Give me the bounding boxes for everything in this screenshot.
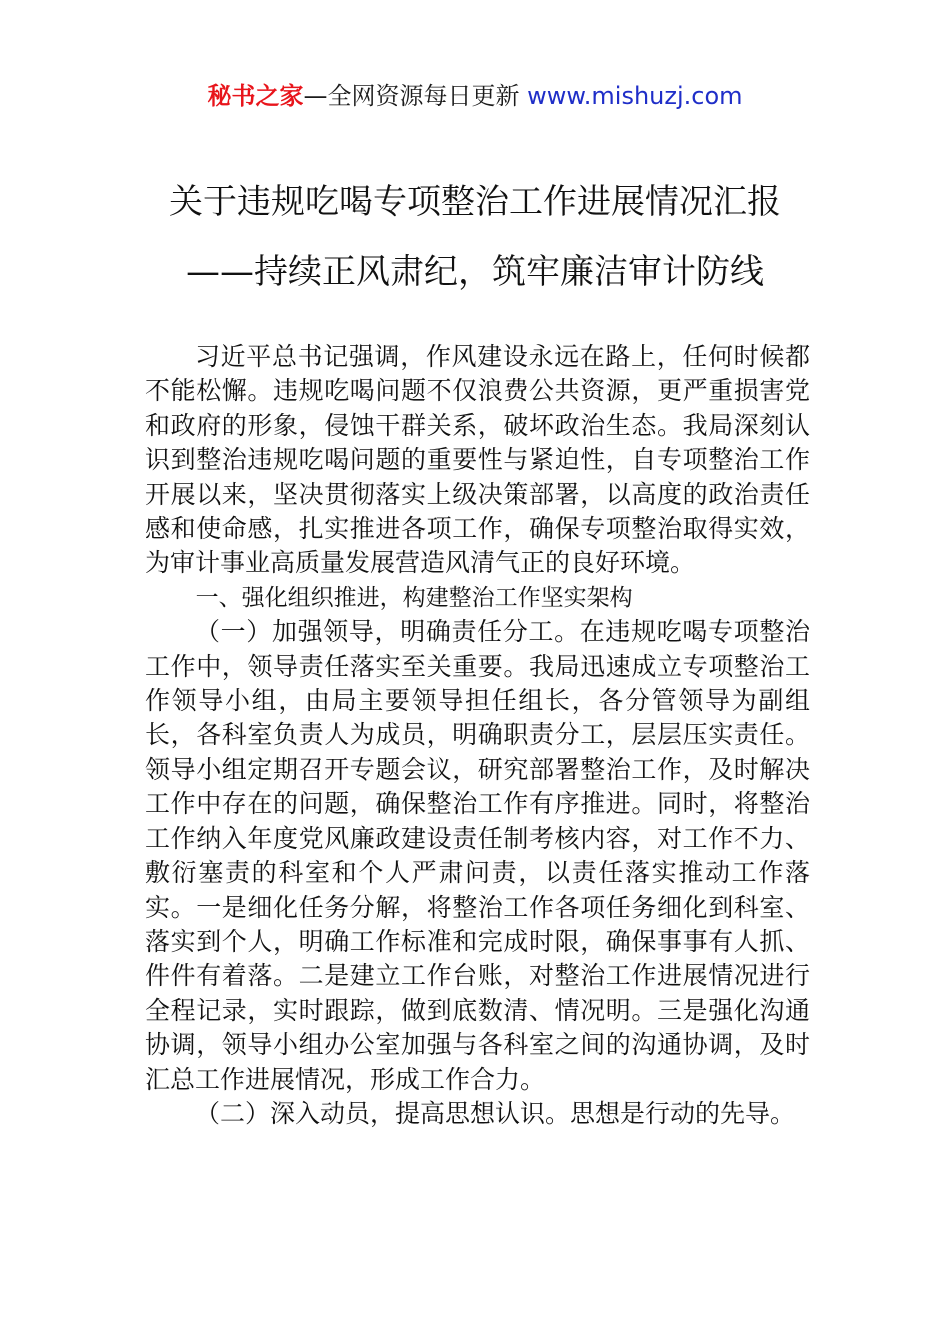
document-title: 关于违规吃喝专项整治工作进展情况汇报	[169, 182, 781, 222]
banner-slogan: —全网资源每日更新	[303, 82, 528, 110]
section-heading: 一、强化组织推进，构建整治工作坚实架构	[195, 584, 633, 611]
banner-brand: 秘书之家	[207, 82, 304, 110]
site-banner	[0, 80, 950, 112]
body-paragraph: （二）深入动员，提高思想认识。思想是行动的先导。	[195, 1098, 796, 1128]
document-body	[145, 340, 810, 1131]
document-subtitle: ——持续正风肃纪，筑牢廉洁审计防线	[186, 252, 764, 292]
banner-url[interactable]: www.mishuzj.com	[527, 82, 743, 110]
intro-paragraph: 习近平总书记强调，作风建设永远在路上，任何时候都不能松懈。违规吃喝问题不仅浪费公共资源，更严重损害党和政府的形象，侵蚀干群关系，破坏政治生态。我局深刻认识到整治违规吃喝问题的重要性与紧迫性，自专项整治工作开展以来，坚决贯彻落实上级决策部署，以高度的政治责任感和使命感，扎实推进各项工作，确保专项整治取得实效，为审计事业高质量发展营造风清气正的良好环境。	[145, 342, 810, 578]
body-paragraph: （一）加强领导，明确责任分工。在违规吃喝专项整治工作中，领导责任落实至关重要。我局迅速成立专项整治工作领导小组，由局主要领导担任组长，各分管领导为副组长，各科室负责人为成员，明确职责分工，层层压实责任。领导小组定期召开专题会议，研究部署整治工作，及时解决工作中存在的问题，确保整治工作有序推进。同时，将整治工作纳入年度党风廉政建设责任制考核内容，对工作不力、敷衍塞责的科室和个人严肃问责，以责任落实推动工作落实。一是细化任务分解，将整治工作各项任务细化到科室、落实到个人，明确工作标准和完成时限，确保事事有人抓、件件有着落。二是建立工作台账，对整治工作进展情况进行全程记录，实时跟踪，做到底数清、情况明。三是强化沟通协调，领导小组办公室加强与各科室之间的沟通协调，及时汇总工作进展情况，形成工作合力。	[145, 617, 810, 1094]
